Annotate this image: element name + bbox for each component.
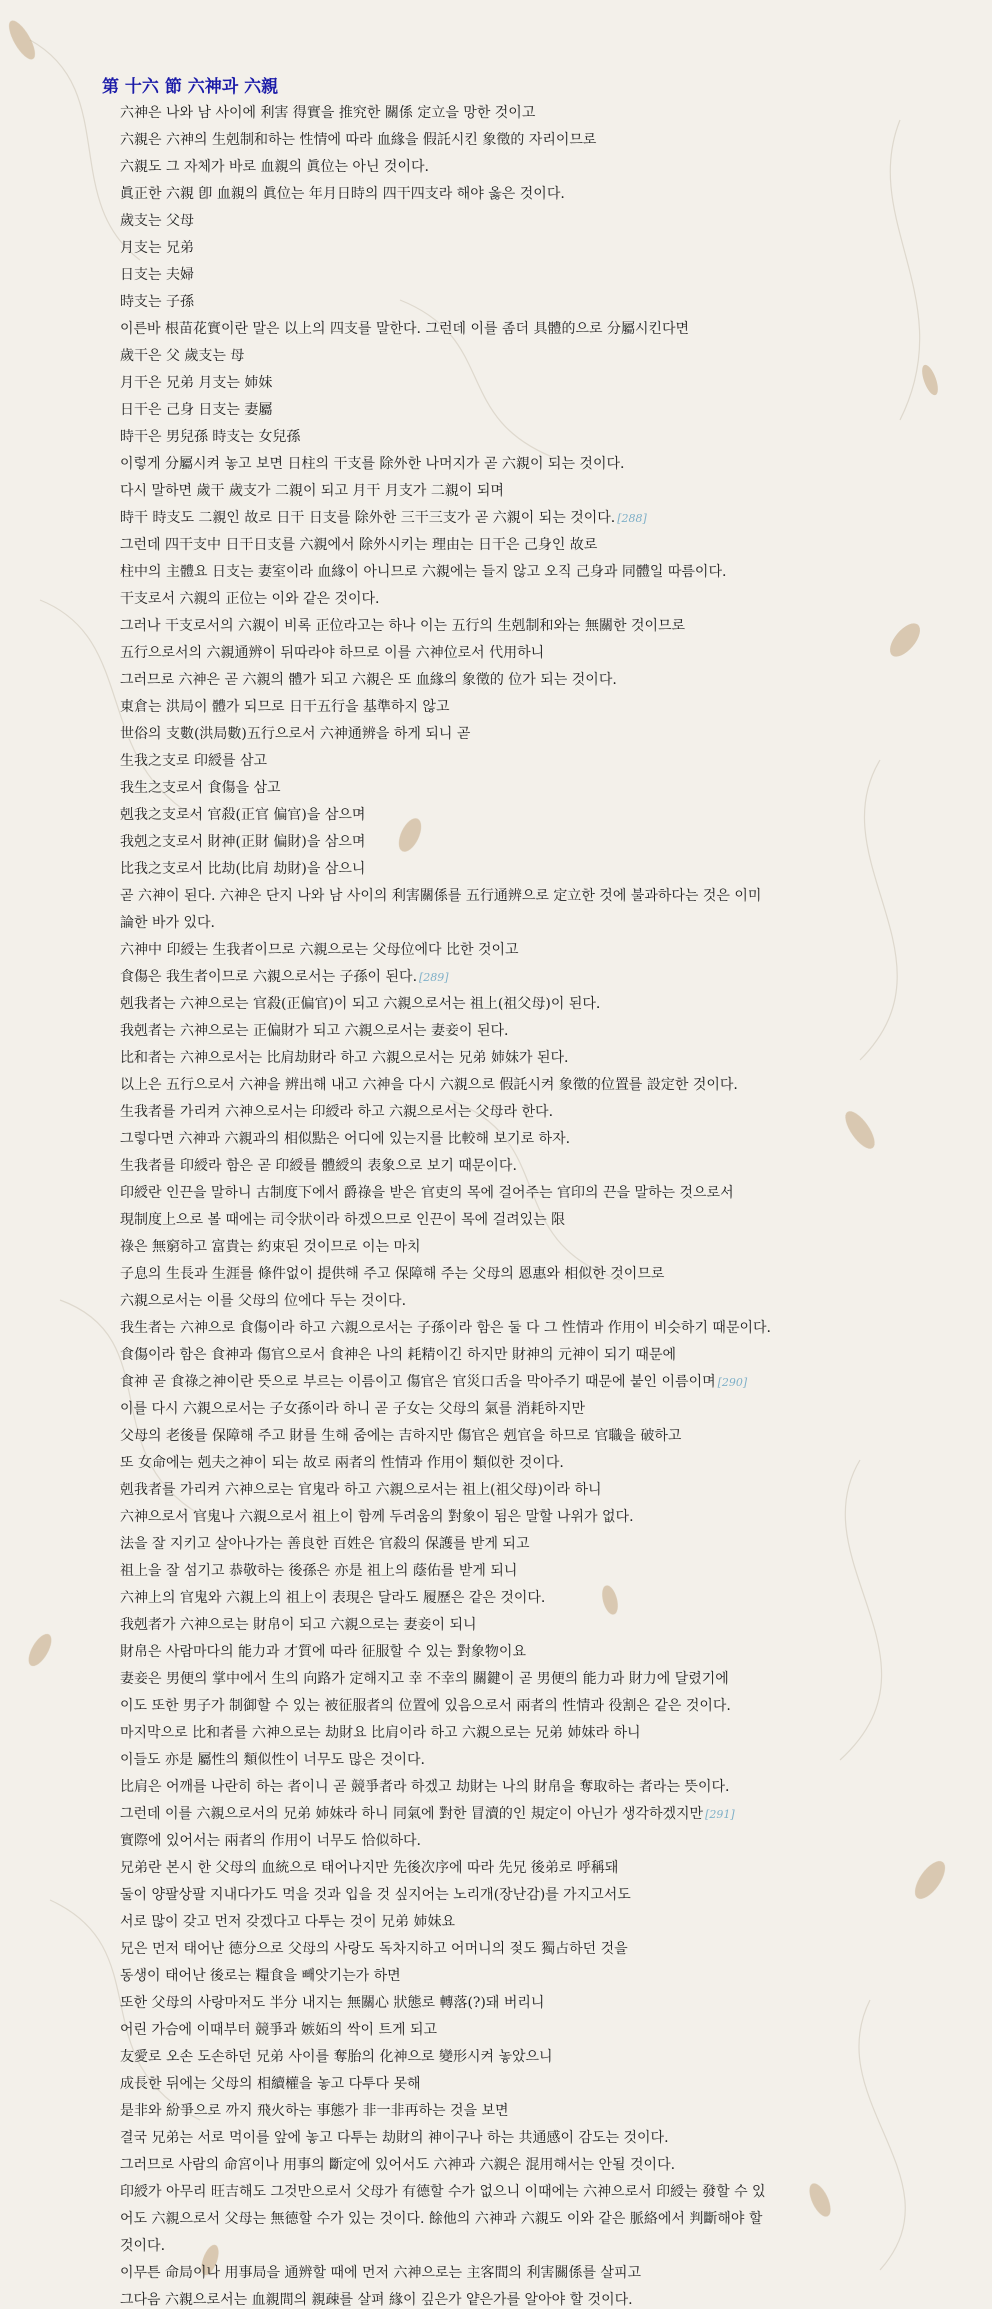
text-line	[120, 509, 952, 528]
line-text: 父母의 老後를 保障해 주고 財를 生해 줌에는 吉하지만 傷官은 剋官을 하므로 官職을 破하고	[120, 1428, 682, 1444]
line-text: 이렇게 分屬시켜 놓고 보면 日柱의 干支를 除外한 나머지가 곧 六親이 되는 것이다.	[120, 456, 625, 472]
line-text: 剋我者를 가리켜 六神으로는 官鬼라 하고 六親으로서는 祖上(祖父母)이라 하니	[120, 1482, 602, 1498]
line-text: 六神上의 官鬼와 六親上의 祖上이 表現은 달라도 履歷은 같은 것이다.	[120, 1590, 546, 1606]
line-text: 것이다.	[120, 2238, 166, 2254]
text-line	[120, 1643, 952, 1661]
text-line	[120, 2075, 952, 2093]
text-line	[120, 320, 952, 338]
line-text: 論한 바가 있다.	[120, 915, 215, 931]
line-text: 月支는 兄弟	[120, 240, 194, 256]
line-text: 妻妾은 男便의 掌中에서 生의 向路가 定해지고 幸 不幸의 關鍵이 곧 男便의 能力과 財力에 달렸기에	[120, 1671, 729, 1687]
line-text: 我剋者는 六神으로는 正偏財가 되고 六親으로서는 妻妾이 된다.	[120, 1023, 509, 1039]
text-line	[120, 806, 952, 824]
line-text: 干支로서 六親의 正位는 이와 같은 것이다.	[120, 591, 380, 607]
line-text: 그러므로 사람의 命宮이나 用事의 斷定에 있어서도 六神과 六親은 混用해서는 안될 것이다.	[120, 2157, 676, 2173]
line-text: 兄弟란 본시 한 父母의 血統으로 태어나지만 先後次序에 따라 先兄 後弟로 呼稱돼	[120, 1860, 619, 1876]
line-text: 印綬가 아무리 旺吉해도 그것만으로서 父母가 有德할 수가 없으니 이때에는 六神으로서 印綬는 發할 수 있	[120, 2184, 766, 2200]
text-line	[120, 212, 952, 230]
line-text: 財帛은 사람마다의 能力과 才質에 따라 征服할 수 있는 對象物이요	[120, 1644, 526, 1660]
line-text: 生我之支로 印綬를 삼고	[120, 753, 267, 769]
line-text: 我剋之支로서 財神(正財 偏財)을 삼으며	[120, 834, 366, 850]
text-line	[120, 104, 952, 122]
line-text: 이도 또한 男子가 制御할 수 있는 被征服者의 位置에 있음으로서 兩者의 性情과 役割은 같은 것이다.	[120, 1698, 731, 1714]
line-text: 그런데 이를 六親으로서의 兄弟 姉妹라 하니 同氣에 對한 冒瀆的인 規定이 아닌가 생각하겠지만	[120, 1806, 704, 1822]
text-line	[120, 2291, 952, 2309]
text-line	[120, 752, 952, 770]
text-line	[120, 2048, 952, 2066]
line-text: 어도 六親으로서 父母는 無德할 수가 있는 것이다. 餘他의 六神과 六親도 이와 같은 脈絡에서 判斷해야 할	[120, 2211, 763, 2227]
text-line	[120, 887, 952, 905]
text-line	[120, 1076, 952, 1094]
line-text: 이들도 亦是 屬性의 類似性이 너무도 많은 것이다.	[120, 1752, 425, 1768]
line-text: 比肩은 어깨를 나란히 하는 者이니 곧 競爭者라 하겠고 劫財는 나의 財帛을 奪取하는 者라는 뜻이다.	[120, 1779, 730, 1795]
line-text: 그러므로 六神은 곧 六親의 體가 되고 六親은 또 血緣의 象徵的 位가 되는 것이다.	[120, 672, 617, 688]
line-text: 그러나 干支로서의 六親이 비록 正位라고는 하나 이는 五行의 生剋制和와는 無關한 것이므로	[120, 618, 686, 634]
line-text: 五行으로서의 六親通辨이 뒤따라야 하므로 이를 六神位로서 代用하니	[120, 645, 545, 661]
line-text: 이른바 根苗花實이란 말은 以上의 四支를 말한다. 그런데 이를 좀더 具體的으로 分屬시킨다면	[120, 321, 690, 337]
line-text: 祖上을 잘 섬기고 恭敬하는 後孫은 亦是 祖上의 蔭佑를 받게 되니	[120, 1563, 518, 1579]
text-line	[120, 644, 952, 662]
line-text: 食傷은 我生者이므로 六親으로서는 子孫이 된다.	[120, 969, 418, 985]
text-line	[120, 1022, 952, 1040]
line-text: 時支는 子孫	[120, 294, 194, 310]
line-text: 六神은 나와 남 사이에 利害 得實을 推究한 關係 定立을 망한 것이고	[120, 105, 536, 121]
line-text: 마지막으로 比和者를 六神으로는 劫財요 比肩이라 하고 六親으로는 兄弟 姉妹라 하니	[120, 1725, 641, 1741]
text-line	[120, 1103, 952, 1121]
line-text: 生我者를 가리켜 六神으로서는 印綬라 하고 六親으로서는 父母라 한다.	[120, 1104, 554, 1120]
line-text: 世俗의 支數(洪局數)五行으로서 六神通辨을 하게 되니 곧	[120, 726, 471, 742]
page-number-marker: [288]	[617, 512, 647, 525]
text-line	[120, 671, 952, 689]
text-line	[120, 1535, 952, 1553]
text-line	[120, 1454, 952, 1472]
line-text: 兄은 먼저 태어난 德分으로 父母의 사랑도 독차지하고 어머니의 젖도 獨占하던 것을	[120, 1941, 628, 1957]
text-line	[120, 266, 952, 284]
text-line	[120, 725, 952, 743]
text-line	[120, 1778, 952, 1796]
line-text: 이를 다시 六親으로서는 子女孫이라 하니 곧 子女는 父母의 氣를 消耗하지만	[120, 1401, 586, 1417]
text-line	[120, 698, 952, 716]
section-title: 第 十六 節 六神과 六親	[102, 77, 279, 97]
line-text: 六親도 그 자체가 바로 血親의 眞位는 아닌 것이다.	[120, 159, 429, 175]
text-line	[120, 1481, 952, 1499]
text-line	[120, 1049, 952, 1067]
text-line	[120, 1346, 952, 1364]
page-number-marker: [290]	[717, 1376, 748, 1389]
text-line	[120, 455, 952, 473]
text-line	[120, 1616, 952, 1634]
text-line	[120, 1265, 952, 1283]
text-line	[120, 1238, 952, 1256]
line-text: 또한 父母의 사랑마저도 半分 내지는 無關心 狀態로 轉落(?)돼 버리니	[120, 1995, 545, 2011]
text-line	[120, 1751, 952, 1769]
line-text: 時干 時支도 二親인 故로 日干 日支를 除外한 三干三支가 곧 六親이 되는 것이다.	[120, 510, 616, 526]
line-text: 六親은 六神의 生剋制和하는 性情에 따라 血緣을 假託시킨 象徵的 자리이므로	[120, 132, 597, 148]
line-text: 祿은 無窮하고 富貴는 約束된 것이므로 이는 마치	[120, 1239, 421, 1255]
line-text: 어린 가슴에 이때부터 競爭과 嫉妬의 싹이 트게 되고	[120, 2022, 438, 2038]
text-line	[120, 1400, 952, 1418]
text-line	[120, 941, 952, 959]
line-text: 眞正한 六親 卽 血親의 眞位는 年月日時의 四干四支라 해야 옳은 것이다.	[120, 186, 565, 202]
line-text: 日支는 夫婦	[120, 267, 194, 283]
line-text: 剋我者는 六神으로는 官殺(正偏官)이 되고 六親으로서는 祖上(祖父母)이 된다.	[120, 996, 601, 1012]
text-line	[120, 590, 952, 608]
text-line	[120, 1157, 952, 1175]
line-text: 柱中의 主體요 日支는 妻室이라 血緣이 아니므로 六親에는 들지 않고 오직 己身과 同體일 따름이다.	[120, 564, 727, 580]
text-line	[120, 2237, 952, 2255]
line-text: 成長한 뒤에는 父母의 相續權을 놓고 다투다 못해	[120, 2076, 421, 2092]
line-text: 그다음 六親으로서는 血親間의 親疎를 살펴 緣이 깊은가 얕은가를 알아야 할 것이다.	[120, 2292, 633, 2308]
text-line	[120, 1913, 952, 1931]
text-line	[120, 2183, 952, 2201]
line-text: 歲干은 父 歲支는 母	[120, 348, 245, 364]
text-line	[120, 617, 952, 635]
line-text: 六神中 印綬는 生我者이므로 六親으로는 父母位에다 比한 것이고	[120, 942, 519, 958]
line-text: 그런데 四干支中 日干日支를 六親에서 除外시키는 理由는 日干은 己身인 故로	[120, 537, 598, 553]
text-line	[120, 779, 952, 797]
text-line	[120, 1940, 952, 1958]
text-line	[120, 914, 952, 932]
text-line	[120, 1859, 952, 1877]
line-text: 둘이 양팔상팔 지내다가도 먹을 것과 입을 것 싶지어는 노리개(장난감)를 가지고서도	[120, 1887, 631, 1903]
line-text: 六神으로서 官鬼나 六親으로서 祖上이 함께 두려움의 對象이 됨은 말할 나위가 없다.	[120, 1509, 634, 1525]
line-text: 現制度上으로 볼 때에는 司令狀이라 하겠으므로 인끈이 목에 걸려있는 限	[120, 1212, 566, 1228]
line-text: 比和者는 六神으로서는 比肩劫財라 하고 六親으로서는 兄弟 姉妹가 된다.	[120, 1050, 569, 1066]
text-line	[120, 1427, 952, 1445]
text-line	[120, 563, 952, 581]
line-text: 印綬란 인끈을 말하니 古制度下에서 爵祿을 받은 官吏의 목에 걸어주는 官印의 끈을 말하는 것으로서	[120, 1185, 734, 1201]
text-line	[120, 1130, 952, 1148]
text-line	[120, 1697, 952, 1715]
text-line	[120, 2129, 952, 2147]
text-line	[120, 185, 952, 203]
text-line	[120, 995, 952, 1013]
page-number-marker: [291]	[705, 1808, 735, 1821]
text-line	[120, 347, 952, 365]
line-text: 歲支는 父母	[120, 213, 194, 229]
line-text: 友愛로 오손 도손하던 兄弟 사이를 奪胎의 化神으로 變形시켜 놓았으니	[120, 2049, 553, 2065]
text-line	[120, 1967, 952, 1985]
text-line	[120, 1724, 952, 1742]
line-text: 이무튼 命局이나 用事局을 通辨할 때에 먼저 六神으로는 主客間의 利害關係를 살피고	[120, 2265, 642, 2281]
text-line	[120, 131, 952, 149]
text-line	[120, 2021, 952, 2039]
text-line	[120, 2264, 952, 2282]
line-text: 그렇다면 六神과 六親과의 相似點은 어디에 있는지를 比較해 보기로 하자.	[120, 1131, 571, 1147]
line-text: 我剋者가 六神으로는 財帛이 되고 六親으로는 妻妾이 되니	[120, 1617, 477, 1633]
line-text: 實際에 있어서는 兩者의 作用이 너무도 恰似하다.	[120, 1833, 421, 1849]
text-line	[120, 239, 952, 257]
text-line	[120, 968, 952, 987]
line-text: 以上은 五行으로서 六神을 辨出해 내고 六神을 다시 六親으로 假託시켜 象徵的位置를 設定한 것이다.	[120, 1077, 738, 1093]
text-line	[120, 1805, 952, 1824]
text-line	[120, 1211, 952, 1229]
line-text: 東倉는 洪局이 體가 되므로 日干五行을 基準하지 않고	[120, 699, 450, 715]
line-text: 時干은 男兒孫 時支는 女兒孫	[120, 429, 301, 445]
text-line	[120, 293, 952, 311]
line-text: 동생이 태어난 後로는 糧食을 빼앗기는가 하면	[120, 1968, 401, 1984]
line-text: 我生者는 六神으로 食傷이라 하고 六親으로서는 子孫이라 함은 둘 다 그 性情과 作用이 비슷하기 때문이다.	[120, 1320, 771, 1336]
text-line	[120, 536, 952, 554]
text-line	[120, 2156, 952, 2174]
text-line	[120, 1508, 952, 1526]
text-line	[120, 428, 952, 446]
line-text: 法을 잘 지키고 살아나가는 善良한 百姓은 官殺의 保護를 받게 되고	[120, 1536, 530, 1552]
line-text: 食傷이라 함은 食神과 傷官으로서 食神은 나의 耗精이긴 하지만 財神의 元神이 되기 때문에	[120, 1347, 677, 1363]
line-text: 我生之支로서 食傷을 삼고	[120, 780, 281, 796]
line-text: 서로 많이 갖고 먼저 갖겠다고 다투는 것이 兄弟 姉妹요	[120, 1914, 456, 1930]
text-line	[120, 1886, 952, 1904]
line-text: 다시 말하면 歲干 歲支가 二親이 되고 月干 月支가 二親이 되며	[120, 483, 504, 499]
line-text: 食神 곧 食祿之神이란 뜻으로 부르는 이름이고 傷官은 官災口舌을 막아주기 때문에 붙인 이름이며	[120, 1374, 716, 1390]
line-text: 또 女命에는 剋夫之神이 되는 故로 兩者의 性情과 作用이 類似한 것이다.	[120, 1455, 564, 1471]
page-number-marker: [289]	[419, 971, 449, 984]
text-line	[120, 1373, 952, 1392]
text-line	[120, 158, 952, 176]
text-line	[120, 1184, 952, 1202]
line-text: 六親으로서는 이를 父母의 位에다 두는 것이다.	[120, 1293, 407, 1309]
text-line	[120, 374, 952, 392]
line-text: 결국 兄弟는 서로 먹이를 앞에 놓고 다투는 劫財의 神이구나 하는 共通感이 감도는 것이다.	[120, 2130, 669, 2146]
text-line	[120, 1319, 952, 1337]
text-line	[120, 1292, 952, 1310]
text-line	[120, 1832, 952, 1850]
line-text: 是非와 紛爭으로 까지 飛火하는 事態가 非一非再하는 것을 보면	[120, 2103, 509, 2119]
line-text: 곧 六神이 된다. 六神은 단지 나와 남 사이의 利害關係를 五行通辨으로 定立한 것에 불과하다는 것은 이미	[120, 888, 762, 904]
text-line	[120, 401, 952, 419]
text-line	[120, 1589, 952, 1607]
line-text: 子息의 生長과 生涯를 條件없이 提供해 주고 保障해 주는 父母의 恩惠와 相似한 것이므로	[120, 1266, 665, 1282]
text-line	[120, 2210, 952, 2228]
text-line	[120, 833, 952, 851]
text-line	[120, 482, 952, 500]
text-line	[120, 1994, 952, 2012]
line-text: 月干은 兄弟 月支는 姉妹	[120, 375, 273, 391]
text-line	[120, 2102, 952, 2120]
text-line	[120, 860, 952, 878]
text-line	[120, 1562, 952, 1580]
line-text: 剋我之支로서 官殺(正官 偏官)을 삼으며	[120, 807, 366, 823]
line-text: 比我之支로서 比劫(比肩 劫財)을 삼으니	[120, 861, 366, 877]
line-text: 日干은 己身 日支는 妻屬	[120, 402, 273, 418]
text-line	[120, 1670, 952, 1688]
line-text: 生我者를 印綬라 함은 곧 印綬를 體綬의 表象으로 보기 때문이다.	[120, 1158, 517, 1174]
